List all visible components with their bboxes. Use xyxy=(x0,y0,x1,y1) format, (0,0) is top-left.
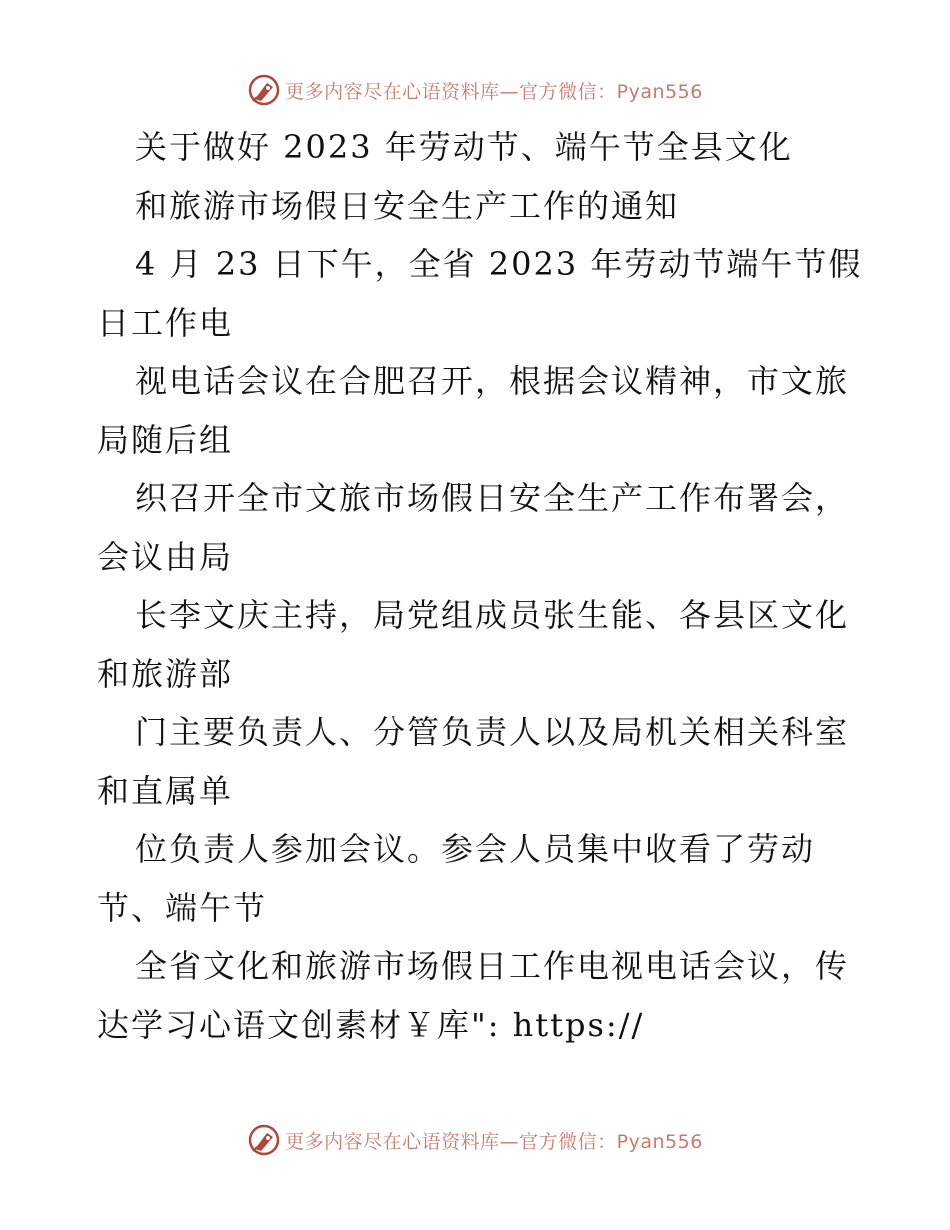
document-line: 关于做好 2023 年劳动节、端午节全县文化 xyxy=(135,128,793,166)
document-line: 和直属单 xyxy=(97,771,234,810)
header-banner xyxy=(0,70,950,110)
document-line: 位负责人参加会议。参会人员集中收看了劳动 xyxy=(135,830,816,868)
document-body xyxy=(97,118,863,1054)
header-banner-text: 更多内容尽在心语资料库—官方微信：Pyan556 xyxy=(285,80,703,103)
document-line: 会议由局 xyxy=(97,537,234,576)
document-line: 门主要负责人、分管负责人以及局机关相关科室 xyxy=(135,713,850,751)
pen-nib-logo-icon xyxy=(247,73,281,107)
document-line: 4 月 23 日下午，全省 2023 年劳动节端午节假 xyxy=(135,245,863,283)
document-line: 视电话会议在合肥召开，根据会议精神，市文旅 xyxy=(135,362,850,400)
document-line: 局随后组 xyxy=(97,420,234,459)
document-line: 节、端午节 xyxy=(97,888,268,927)
footer-banner-text: 更多内容尽在心语资料库—官方微信：Pyan556 xyxy=(285,1130,703,1153)
footer-banner xyxy=(0,1120,950,1160)
document-line: 全省文化和旅游市场假日工作电视电话会议，传 xyxy=(135,947,850,985)
document-line: 和旅游部 xyxy=(97,654,234,693)
document-line: 和旅游市场假日安全生产工作的通知 xyxy=(135,186,680,225)
document-line: 织召开全市文旅市场假日安全生产工作布署会， xyxy=(135,479,850,517)
document-line: 长李文庆主持，局党组成员张生能、各县区文化 xyxy=(135,596,850,634)
document-line: 日工作电 xyxy=(97,303,234,342)
document-line: 达学习心语文创素材￥库": https:// xyxy=(97,1005,645,1044)
pen-nib-logo-icon xyxy=(247,1123,281,1157)
